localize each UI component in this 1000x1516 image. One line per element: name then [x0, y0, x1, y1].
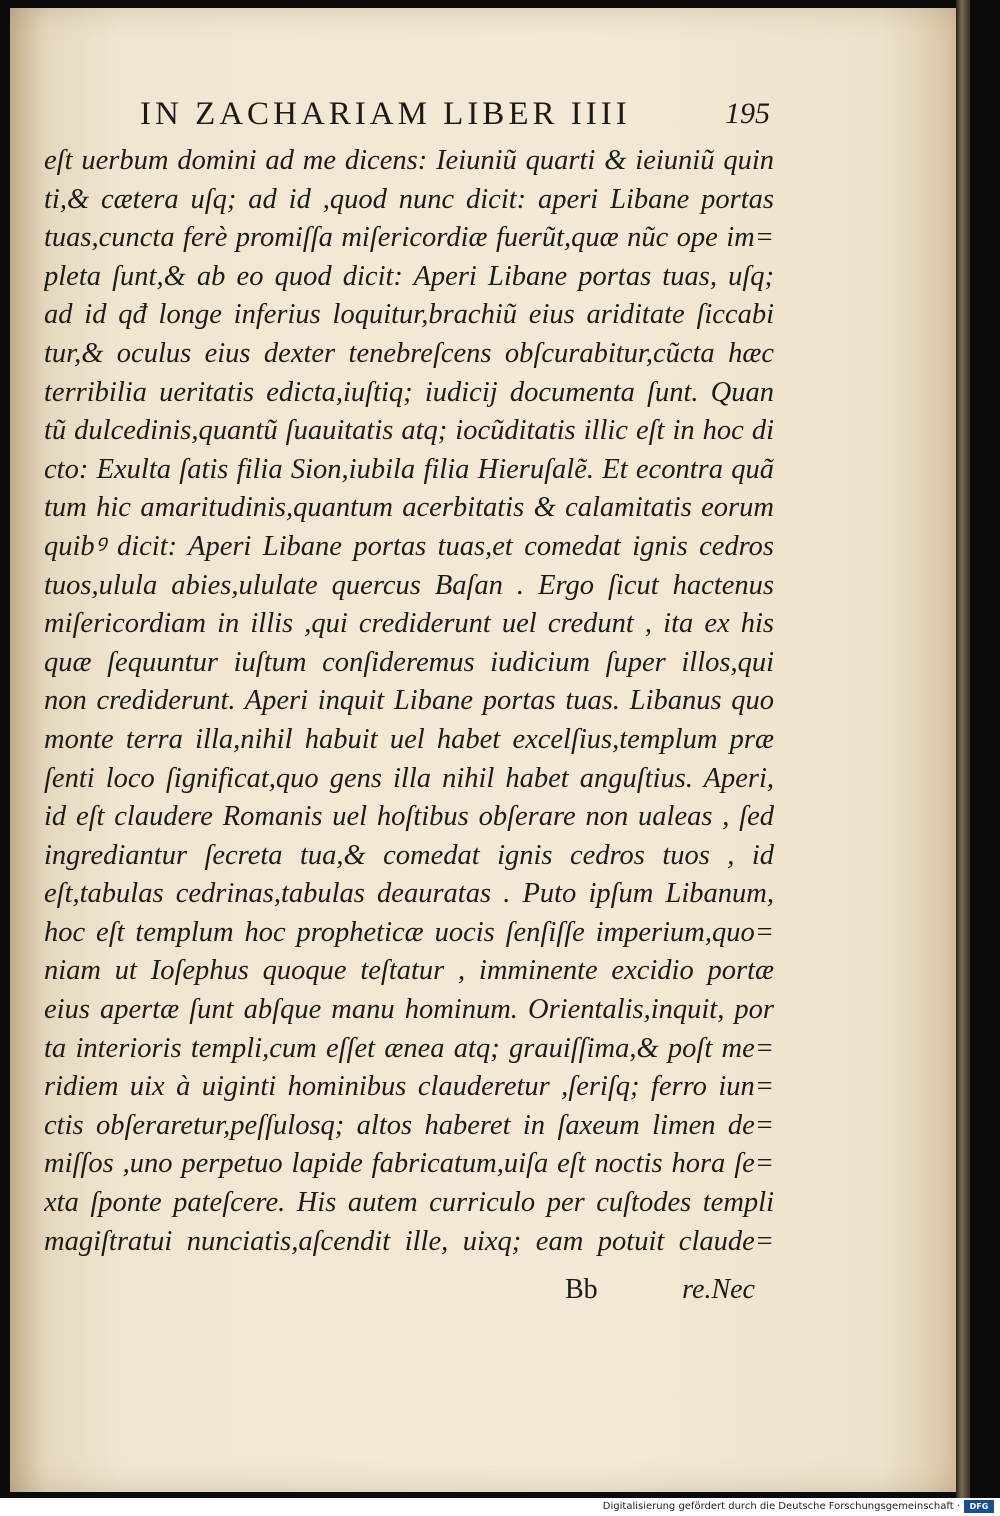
text-line: non crediderunt. Aperi inquit Libane portas tuas. Libanus quo [44, 685, 774, 717]
text-line: hoc eſt templum hoc propheticæ uocis ſenſiſſe imperium,quo= [44, 916, 774, 948]
text-line: ta interioris templi,cum eſſet ænea atq; grauiſſima,& poſt me= [44, 1032, 774, 1064]
text-line: monte terra illa,nihil habuit uel habet excelſius,templum præ [44, 723, 774, 755]
text-line: tuas,cuncta ferè promiſſa miſericordiæ fuerũt,quæ nũc ope im= [44, 222, 774, 254]
text-line: ad id qđ longe inferius loquitur,brachiũ eius ariditate ſiccabi [44, 299, 774, 331]
text-line: ctis obſeraretur,peſſulosq; altos haberet in ſaxeum limen de= [44, 1109, 774, 1141]
page-number: 195 [725, 97, 770, 130]
text-line: cto: Exulta ſatis filia Sion,iubila filia Hieruſalẽ. Et econtra quã [44, 453, 774, 485]
text-line: ti,& cætera uſq; ad id ,quod nunc dicit: aperi Libane portas [44, 183, 774, 215]
text-line: quæ ſequuntur iuſtum conſideremus iudicium ſuper illos,qui [44, 646, 774, 678]
page-edge [956, 0, 970, 1498]
running-head-title: IN ZACHARIAM LIBER IIII [140, 95, 631, 132]
funding-credit: Digitalisierung gefördert durch die Deutsche Forschungsgemeinschaft · [602, 1501, 960, 1512]
text-line: ſenti loco ſignificat,quo gens illa nihil habet anguſtius. Aperi, [44, 762, 774, 794]
text-line: id eſt claudere Romanis uel hoſtibus obſerare non ualeas , ſed [44, 801, 774, 833]
text-line: terribilia ueritatis edicta,iuſtiq; iudicij documenta ſunt. Quan [44, 376, 774, 408]
text-line: pleta ſunt,& ab eo quod dicit: Aperi Libane portas tuas, uſq; [44, 260, 774, 292]
text-line: miſſos ,uno perpetuo lapide fabricatum,uiſa eſt noctis hora ſe= [44, 1148, 774, 1180]
text-line: xta ſponte pateſcere. His autem curriculo per cuſtodes templi [44, 1187, 774, 1219]
signature-mark: Bb [565, 1274, 598, 1305]
running-head [140, 94, 770, 134]
book-page [10, 8, 958, 1492]
text-line: eſt,tabulas cedrinas,tabulas deauratas . Puto ipſum Libanum, [44, 878, 774, 910]
text-line: eſt uerbum domini ad me dicens: Ieiuniũ quarti & ieiuniũ quin [44, 145, 774, 176]
text-line: miſericordiam in illis ,qui crediderunt uel credunt , ita ex his [44, 608, 774, 640]
text-line: tuos,ulula abies,ululate quercus Baſan . Ergo ſicut hactenus [44, 569, 774, 601]
text-line: niam ut Ioſephus quoque teſtatur , imminente excidio portæ [44, 955, 774, 987]
text-line: eius apertæ ſunt abſque manu hominum. Orientalis,inquit, por [44, 994, 774, 1026]
page-footer [565, 1270, 755, 1310]
text-line: quibꝰ dicit: Aperi Libane portas tuas,et comedat ignis cedros [44, 530, 774, 562]
text-line: tũ dulcedinis,quantũ ſuauitatis atq; iocũditatis illic eſt in hoc di [44, 415, 774, 447]
text-line: magiſtratui nunciatis,aſcendit ille, uixq; eam potuit claude= [44, 1225, 774, 1257]
text-line: ridiem uix à uiginti hominibus clauderetur ,ſeriſq; ferro iun= [44, 1071, 774, 1103]
catchword: re.Nec [682, 1274, 755, 1305]
body-text [44, 142, 774, 1261]
text-line: tur,& oculus eius dexter tenebreſcens obſcurabitur,cũcta hæc [44, 337, 774, 369]
text-line: ingrediantur ſecreta tua,& comedat ignis cedros tuos , id [44, 839, 774, 871]
text-line: tum hic amaritudinis,quantum acerbitatis & calamitatis eorum [44, 492, 774, 524]
dfg-logo: DFG [964, 1500, 994, 1513]
